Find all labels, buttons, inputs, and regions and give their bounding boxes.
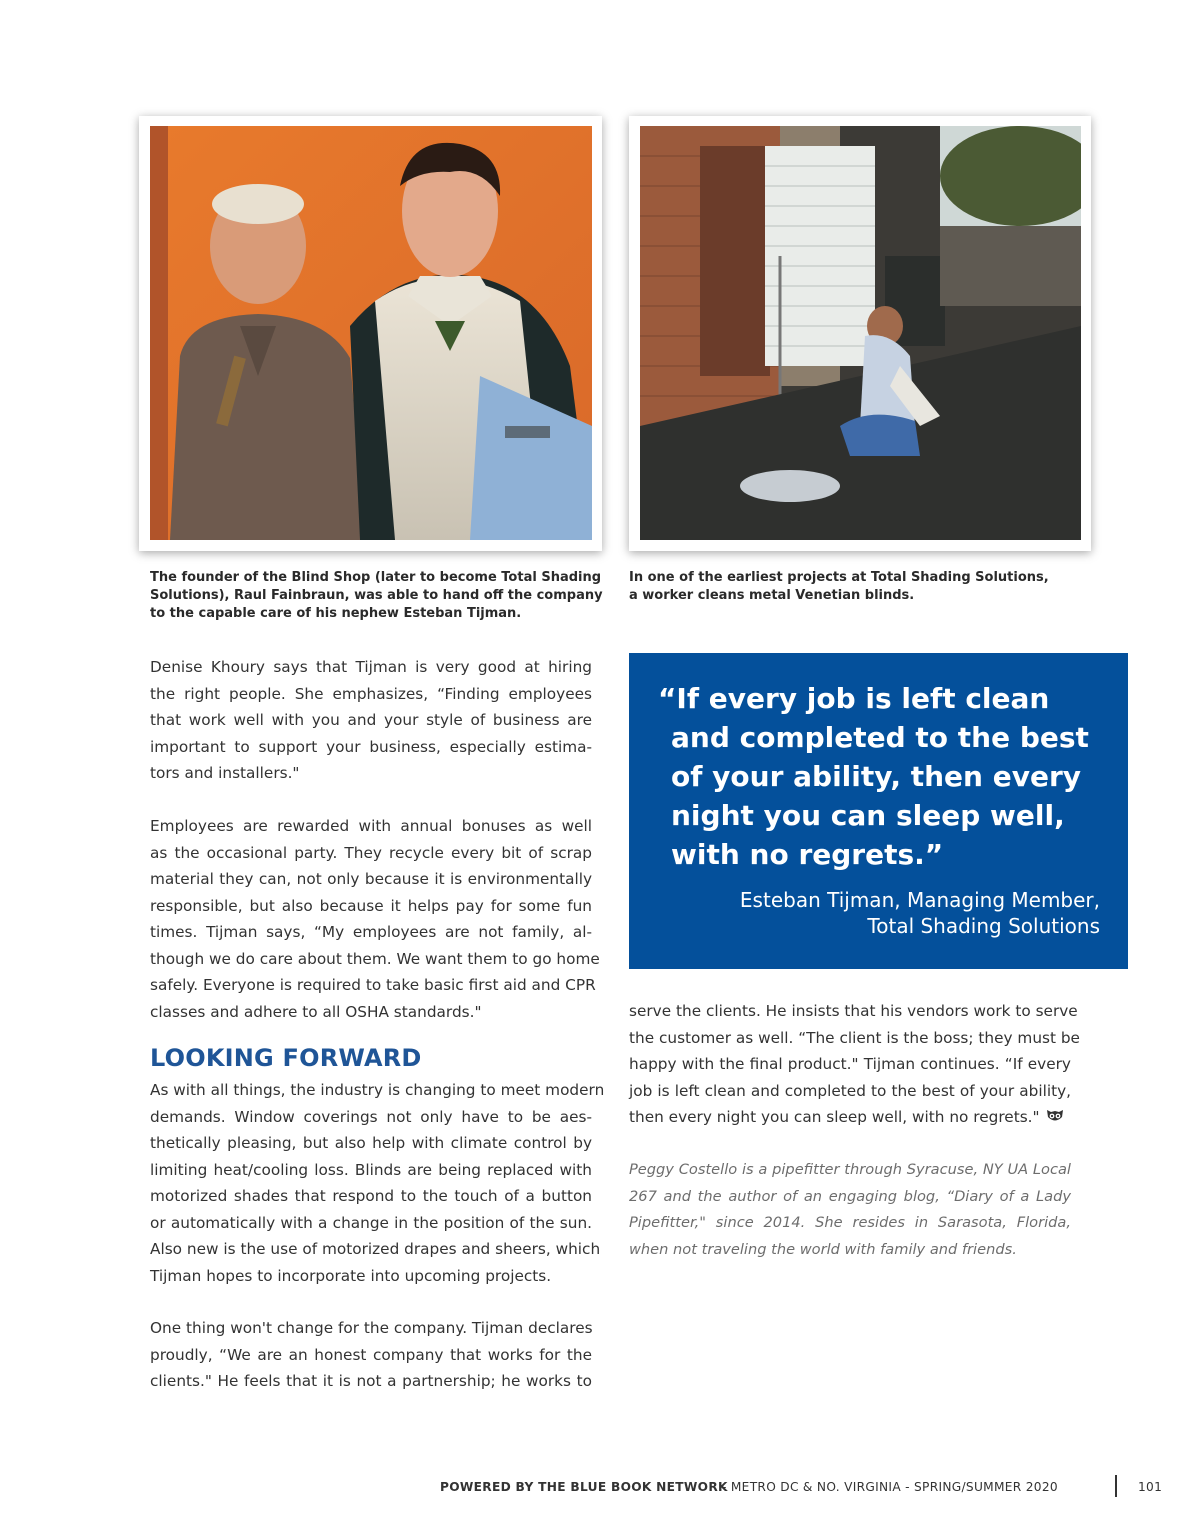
text-line: proudly, “We are an honest company that works for the [150,1345,592,1364]
text-line: happy with the final product." Tijman continues. “If every [629,1055,1071,1073]
worker-photo [640,126,1081,540]
bio-line: when not traveling the world with family and friends. [629,1240,1017,1258]
caption-line: a worker cleans metal Venetian blinds. [629,588,915,603]
text-line: safely. Everyone is required to take basic first aid and CPR [150,976,596,994]
footer-divider [1115,1475,1117,1497]
left-article-column-3 [150,1077,605,1289]
section-heading-looking-forward: LOOKING FORWARD [150,1044,422,1072]
text-line: clients." He feels that it is not a partnership; he works to [150,1372,592,1390]
text-line: responsible, but also because it helps pay for some fun [150,896,592,915]
right-article-column [629,998,1080,1131]
text-line: the right people. She emphasizes, “Finding employees [150,684,592,703]
worker-photo-image [640,126,1081,540]
text-line: though we do care about them. We want them to go home [150,949,600,968]
quote-line: night you can sleep well, [671,799,1065,832]
page-footer [420,1479,1162,1497]
owl-end-mark-icon [1046,1109,1064,1123]
text-line: serve the clients. He insists that his vendors work to serve [629,1002,1078,1020]
text-line: then every night you can sleep well, with no regrets." [629,1108,1040,1126]
text-line: that work well with you and your style of business are [150,711,592,729]
pull-quote-attribution [740,887,1100,939]
paragraph-employees [150,813,600,1025]
quote-line: of your ability, then every [671,760,1082,793]
text-line: job is left clean and completed to the best of your ability, [629,1081,1071,1100]
pull-quote-text [658,679,1089,874]
footer-brand: POWERED BY THE BLUE BOOK NETWORK [440,1480,728,1494]
left-article-column-4 [150,1315,592,1395]
bio-line: Peggy Costello is a pipefitter through Syracuse, NY UA Local [629,1161,1071,1178]
text-line: Tijman hopes to incorporate into upcoming projects. [150,1266,552,1285]
text-line-final [629,1104,1071,1131]
quote-line: with no regrets.” [671,838,944,871]
caption-line: The founder of the Blind Shop (later to become Total Shading [150,570,602,585]
founder-photo-caption [150,569,603,623]
paragraph-industry [150,1077,605,1289]
text-line: demands. Window coverings not only have to be aes- [150,1107,592,1126]
text-line: times. Tijman says, “My employees are not family, al- [150,923,592,941]
text-line: Employees are rewarded with annual bonuses as well [150,817,592,835]
pull-quote-box [629,653,1128,969]
paragraph-hiring [150,654,592,787]
text-line: material they can, not only because it is environmentally [150,870,592,888]
author-bio [629,1157,1071,1263]
text-line: Denise Khoury says that Tijman is very good at hiring [150,658,592,676]
founder-photo [150,126,592,540]
text-line: tors and installers." [150,764,300,782]
caption-line: In one of the earliest projects at Total Shading Solutions, [629,570,1049,585]
paragraph-honest-company [150,1315,592,1395]
text-line: classes and adhere to all OSHA standards." [150,1002,482,1021]
left-article-column-2 [150,813,600,1025]
paragraph-serve-clients [629,998,1080,1131]
text-line: motorized shades that respond to the touch of a button [150,1187,592,1205]
page-number: 101 [1138,1480,1163,1494]
text-line: Also new is the use of motorized drapes and sheers, which [150,1240,601,1258]
caption-line: Solutions), Raul Fainbraun, was able to hand off the company [150,588,603,603]
quote-line: and completed to the best [671,721,1089,754]
text-line: limiting heat/cooling loss. Blinds are being replaced with [150,1160,592,1179]
caption-line: to the capable care of his nephew Esteban Tijman. [150,606,522,621]
founder-photo-image [150,126,592,540]
left-article-column [150,654,592,787]
text-line: or automatically with a change in the position of the sun. [150,1213,592,1232]
text-line: the customer as well. “The client is the boss; they must be [629,1028,1080,1047]
text-line: important to support your business, especially estima- [150,737,592,756]
text-line: As with all things, the industry is changing to meet modern [150,1081,605,1099]
text-line: as the occasional party. They recycle every bit of scrap [150,843,592,862]
attribution-line: Esteban Tijman, Managing Member, [739,888,1100,912]
bio-line: 267 and the author of an engaging blog, “Diary of a Lady [629,1187,1071,1205]
bio-line: Pipefitter," since 2014. She resides in Sarasota, Florida, [629,1214,1071,1231]
worker-photo-caption [629,569,1049,605]
text-line: One thing won't change for the company. Tijman declares [150,1319,593,1337]
footer-publication-info: - METRO DC & NO. VIRGINIA - SPRING/SUMMER 2020 [722,1480,1058,1494]
text-line: thetically pleasing, but also help with climate control by [150,1134,592,1152]
quote-line: “If every job is left clean [658,682,1050,715]
attribution-line: Total Shading Solutions [867,914,1100,938]
